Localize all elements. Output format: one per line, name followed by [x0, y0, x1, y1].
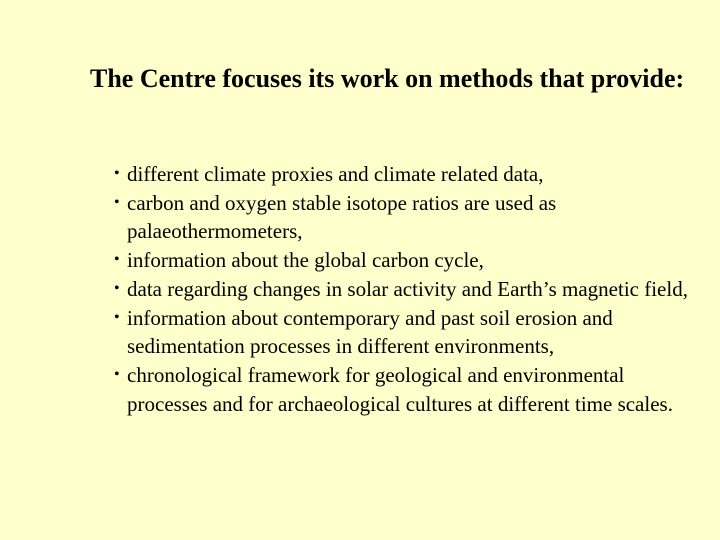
bullet-text: different climate proxies and climate related data,	[127, 162, 544, 186]
slide-heading: The Centre focuses its work on methods that provide:	[90, 64, 685, 93]
bullet-text: information about contemporary and past soil erosion and sedimentation processes in different environments,	[127, 305, 613, 359]
bullet-item	[90, 275, 710, 304]
bullet-text: data regarding changes in solar activity and Earth’s magnetic field,	[127, 276, 688, 301]
bullet-icon: •	[114, 279, 120, 297]
bullet-icon: •	[114, 193, 120, 211]
bullet-text: information about the global carbon cycle,	[127, 248, 484, 273]
bullet-text: carbon and oxygen stable isotope ratios are used as palaeothermometers,	[127, 190, 557, 244]
bullet-list	[90, 160, 710, 418]
bullet-item	[90, 246, 710, 275]
bullet-item	[90, 189, 710, 246]
bullet-item	[90, 304, 710, 361]
bullet-icon: •	[114, 365, 120, 383]
bullet-icon: •	[114, 251, 120, 269]
bullet-icon: •	[114, 308, 120, 326]
bullet-item	[90, 361, 710, 418]
bullet-text: chronological framework for geological and environmental processes and for archaeological cultures at different time scales.	[127, 362, 673, 416]
bullet-item	[90, 160, 710, 189]
bullet-icon: •	[114, 165, 120, 182]
